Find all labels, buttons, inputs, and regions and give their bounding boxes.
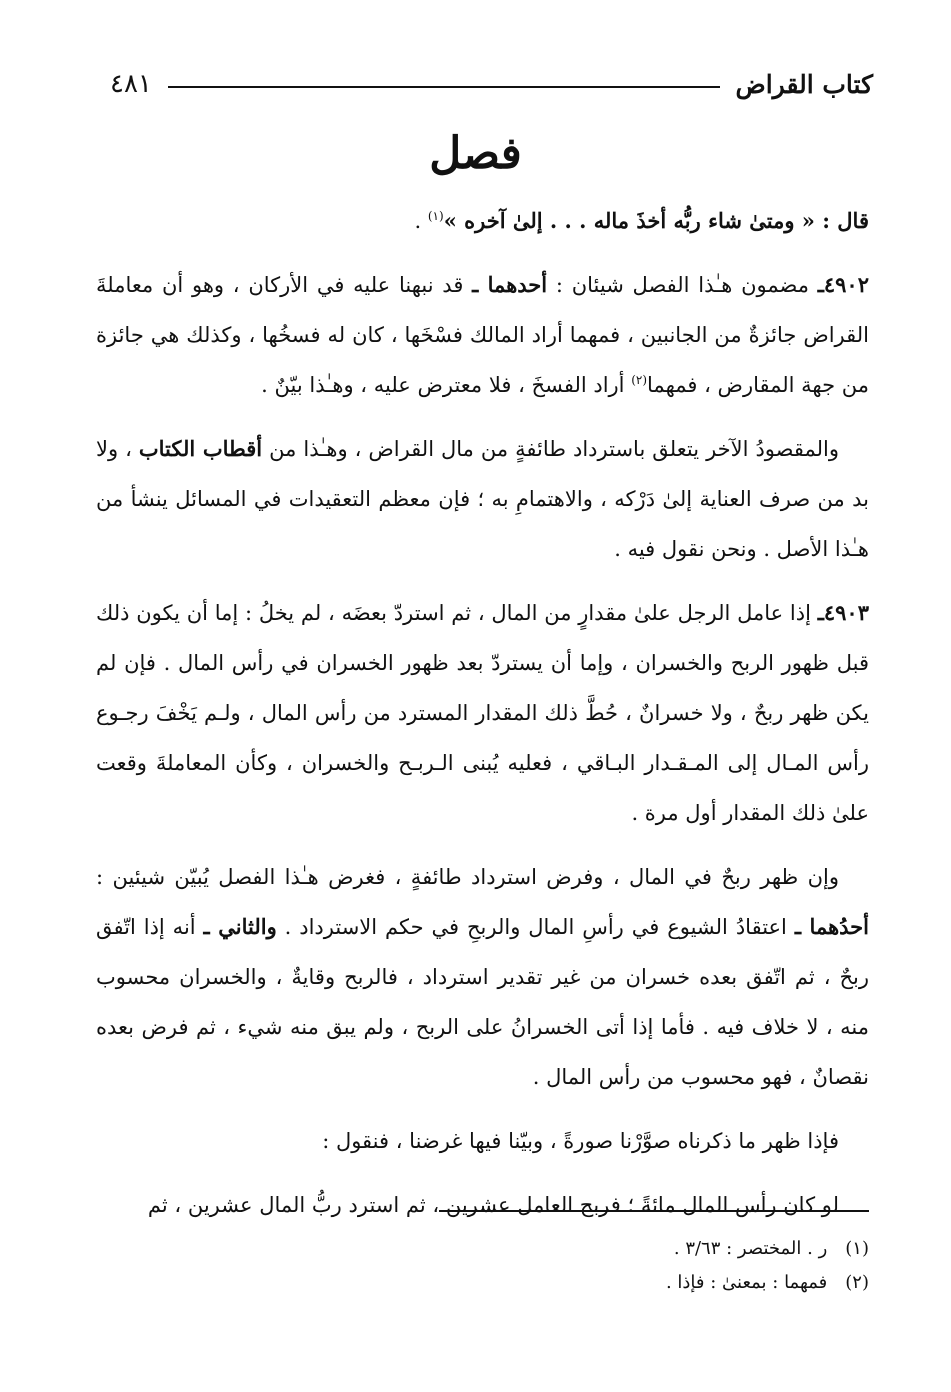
quote-tail: . <box>414 209 428 233</box>
paragraph-number: ٤٩٠٢ـ <box>817 272 869 297</box>
paragraph-text: قد نبهنا عليه في الأركان ، وهو أن معاملةَ القراض جائزةٌ من الجانبين ، فمهما أراد المالك فسْخَها ، كان له فسخُها ، وكذلك هي جائزة من جهة المقارض ، فمهما <box>96 273 869 397</box>
paragraph-text: وإن ظهر ربحٌ في المال ، وفرض استرداد طائفةٍ ، فغرض هـٰذا الفصل يُبيّن شيئين : <box>96 865 839 889</box>
bold-term: والثاني ـ <box>203 914 277 939</box>
section-heading-text: فصل <box>429 128 522 179</box>
paragraph-text: أنه إذا اتّفق ربحٌ ، ثم اتّفق بعده خسران من غير تقدير استرداد ، فالربح وقايةٌ ، والخسران محسوب منه ، لا خلاف فيه . فأما إذا أتى الخسرانُ على الربح ، ولم يبق منه شيء ، ثم فرض بعده نقصانٌ ، فهو محسوب من رأس المال . <box>96 915 869 1089</box>
paragraph-text: إذا عامل الرجل علىٰ مقدارٍ من المال ، ثم استردّ بعضَه ، لم يخلُ : إما أن يكون ذلك قبل ظهور الربح والخسران ، وإما أن يستردّ بعد ظهور الخسران في رأس المال . فإن لم يكن ظهر ربحٌ ، ولا خسرانٌ ، حُطَّ ذلك المقدار المسترد من رأس المال ، ولـم يَخْفَ رجـوع رأس المـال إلى المـقـدار البـاقي ، فعليه يُبنى الـربـح والخسران ، وكأن المعاملةَ وقعت علىٰ ذلك المقدار أول مرة . <box>96 601 869 825</box>
paragraph-text: اعتقادُ الشيوع في رأسِ المال والربحِ في حكم الاسترداد . <box>276 915 795 939</box>
paragraph-second-aim <box>96 424 869 574</box>
paragraph-example: لو كان رأس المال مائةً ؛ فربح العامل عشرين ، ثم استرد ربُّ المال عشرين ، ثم <box>147 1193 839 1217</box>
paragraph-text: والمقصودُ الآخر يتعلق باسترداد طائفةٍ من مال القراض ، وهـٰذا من <box>262 437 839 461</box>
footnote-ref-2: (٢) <box>631 373 648 387</box>
book-title: كتاب القراض <box>735 69 873 99</box>
running-header <box>110 62 873 106</box>
footnote-text: فمهما : بمعنىٰ : فإذا . <box>665 1272 828 1293</box>
footnote-1 <box>96 1232 869 1266</box>
bold-term: أقطاب الكتاب <box>138 436 263 461</box>
footnote-separator <box>439 1210 869 1212</box>
paragraph-4902 <box>96 260 869 410</box>
paragraph-profit <box>96 852 869 1102</box>
quote-text: قال : « ومتىٰ شاء ربُّه أخذَ ماله . . . إلىٰ آخره » <box>443 208 869 233</box>
footnotes <box>96 1232 869 1300</box>
paragraph-lead: مضمون هـٰذا الفصل شيئان : <box>547 273 818 297</box>
bold-term: أحدُهما ـ <box>794 914 869 939</box>
footnote-number: (٢) <box>845 1272 869 1293</box>
quote-line <box>96 196 869 246</box>
header-rule <box>168 86 720 88</box>
main-text <box>96 196 869 1244</box>
paragraph-number: ٤٩٠٣ـ <box>817 600 869 625</box>
footnote-text: ر . المختصر : ٣/٦٣ . <box>673 1238 828 1259</box>
paragraph-4903 <box>96 588 869 838</box>
footnote-2 <box>96 1266 869 1300</box>
paragraph-example-intro: فإذا ظهر ما ذكرناه صوَّرْنا صورةً ، وبيّنا فيها غرضنا ، فنقول : <box>322 1129 839 1153</box>
footnote-number: (١) <box>845 1238 869 1259</box>
bold-term: أحدهما ـ <box>472 272 548 297</box>
page-number: ٤٨١ <box>110 69 152 99</box>
paragraph-text: أراد الفسخَ ، فلا معترض عليه ، وهـٰذا بيّنٌ . <box>261 373 632 397</box>
section-heading <box>0 128 951 179</box>
footnote-ref-1: (١) <box>427 209 444 223</box>
paragraph-text: ، ولا بد من صرف العناية إلىٰ دَرْكه ، والاهتمامِ به ؛ فإن معظم التعقيدات في المسائل ينشأ من هـٰذا الأصل . ونحن نقول فيه . <box>96 437 869 561</box>
